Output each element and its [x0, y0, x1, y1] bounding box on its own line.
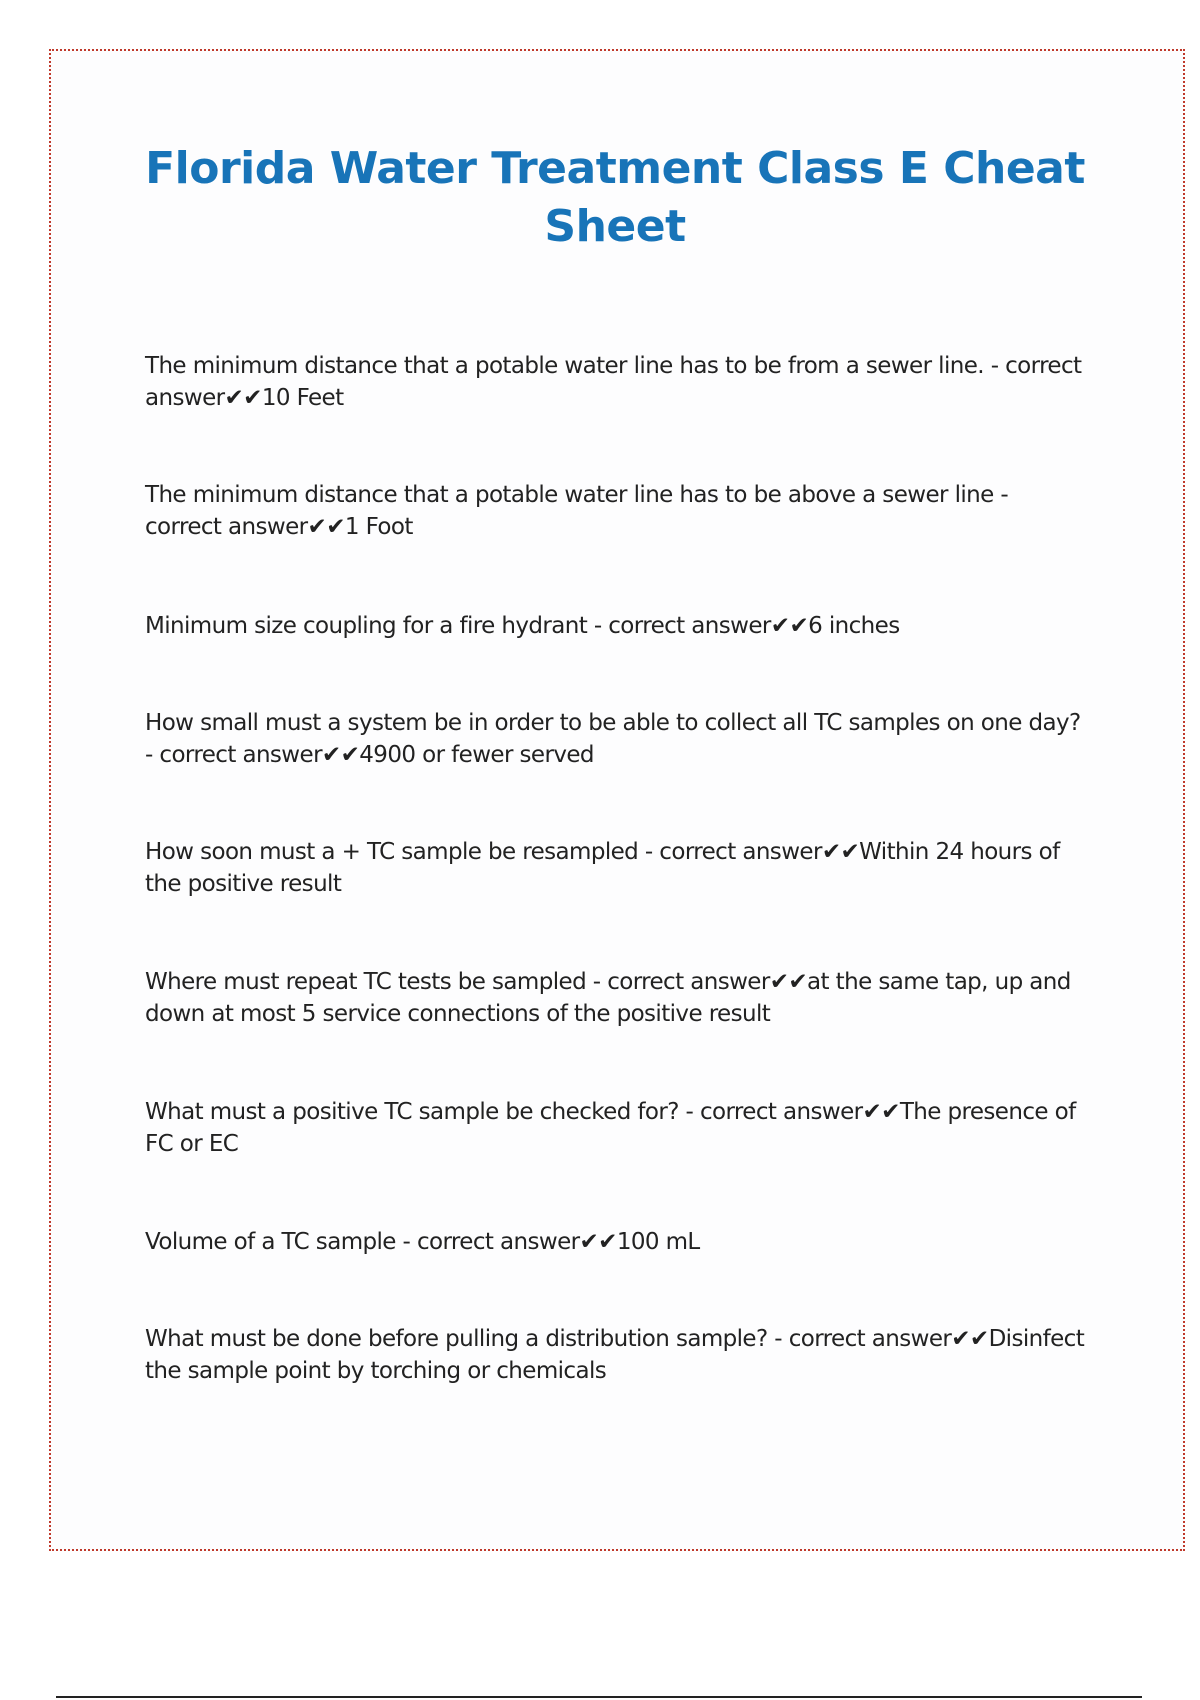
page-title: Florida Water Treatment Class E Cheat Sheet	[145, 143, 1085, 252]
list-item: How small must a system be in order to be able to collect all TC samples on one day? - correct answer✔✔4900 or fewer served	[145, 710, 1081, 768]
footer-rule	[56, 1696, 1142, 1698]
list-item: Where must repeat TC tests be sampled - correct answer✔✔at the same tap, up and down at most 5 service connections of the positive result	[145, 969, 1071, 1027]
list-item: Minimum size coupling for a fire hydrant - correct answer✔✔6 inches	[145, 613, 900, 639]
list-item: How soon must a + TC sample be resampled - correct answer✔✔Within 24 hours of the positive result	[145, 839, 1060, 897]
list-item: The minimum distance that a potable water line has to be from a sewer line. - correct answer✔✔10 Feet	[145, 353, 1082, 411]
list-item: What must be done before pulling a distribution sample? - correct answer✔✔Disinfect the sample point by torching or chemicals	[145, 1326, 1085, 1384]
list-item: Volume of a TC sample - correct answer✔✔100 mL	[145, 1229, 700, 1255]
list-item: What must a positive TC sample be checked for? - correct answer✔✔The presence of FC or EC	[145, 1099, 1076, 1157]
list-item: The minimum distance that a potable water line has to be above a sewer line - correct answer✔✔1 Foot	[145, 482, 1009, 540]
